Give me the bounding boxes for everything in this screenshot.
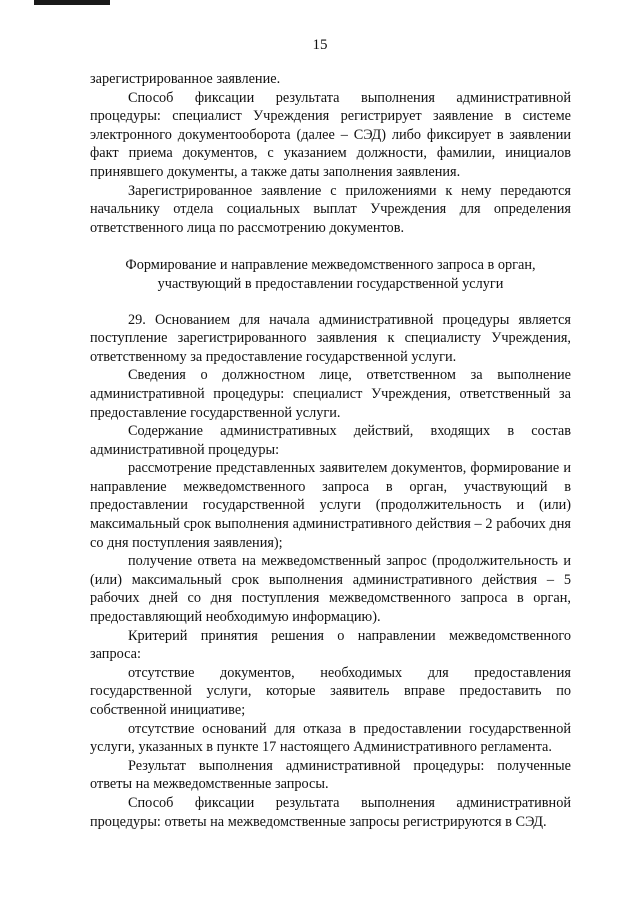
paragraph-responsible-person: Сведения о должностном лице, ответственном за выполнение административной процедуры: специалист Учреждения, ответственный за предоставление государственной услуги.	[90, 367, 571, 421]
paragraph-criterion-missing-docs: отсутствие документов, необходимых для предоставления государственной услуги, которые заявитель вправе предоставить по собственной инициативе;	[90, 664, 571, 718]
paragraph-criterion-no-refusal: отсутствие оснований для отказа в предоставлении государственной услуги, указанных в пункте 17 настоящего Административного регламента.	[90, 720, 571, 756]
page-number: 15	[312, 37, 328, 53]
section-heading-line-1: Формирование и направление межведомственного запроса в орган,	[125, 257, 536, 274]
paragraph-actions-content: Содержание административных действий, входящих в состав административной процедуры:	[90, 423, 571, 458]
paragraph-continuation: зарегистрированное заявление.	[90, 71, 281, 87]
paragraph-action-response: получение ответа на межведомственный запрос (продолжительность и (или) максимальный срок выполнения административного действия – 5 рабочих дней со дня поступления межведомственного запроса в орган, предоставляющий необходимую информацию).	[90, 553, 571, 626]
section-heading	[90, 256, 571, 293]
paragraph-result: Результат выполнения административной процедуры: полученные ответы на межведомственные запросы.	[90, 757, 571, 793]
paragraph-fixation-method: Способ фиксации результата выполнения административной процедуры: специалист Учреждения регистрирует заявление в системе электронного документооборота (далее – СЭД) либо фиксирует в заявлении факт приема документов, с указанием должности, фамилии, инициалов принявшего документы, а также даты заполнения заявления.	[90, 89, 571, 180]
paragraph-action-review: рассмотрение представленных заявителем документов, формирование и направление межведомственного запроса в орган, участвующий в предоставлении государственной услуги (продолжительность и (или) максимальный срок выполнения административного действия – 2 рабочих дня со дня поступления заявления);	[90, 460, 571, 551]
scan-edge-mark	[34, 0, 110, 5]
section-heading-line-2: участвующий в предоставлении государственной услуги	[157, 275, 504, 292]
paragraph-decision-criterion: Критерий принятия решения о направлении межведомственного запроса:	[90, 627, 571, 663]
paragraph-result-fixation: Способ фиксации результата выполнения административной процедуры: ответы на межведомственные запросы регистрируются в СЭД.	[90, 794, 571, 830]
document-body	[90, 70, 571, 831]
paragraph-item-29: 29. Основанием для начала административной процедуры является поступление зарегистрированного заявления к специалисту Учреждения, ответственному за предоставление государственной услуги.	[90, 311, 571, 365]
paragraph-transfer: Зарегистрированное заявление с приложениями к нему передаются начальнику отдела социальных выплат Учреждения для определения ответственного лица по рассмотрению документов.	[90, 182, 571, 236]
